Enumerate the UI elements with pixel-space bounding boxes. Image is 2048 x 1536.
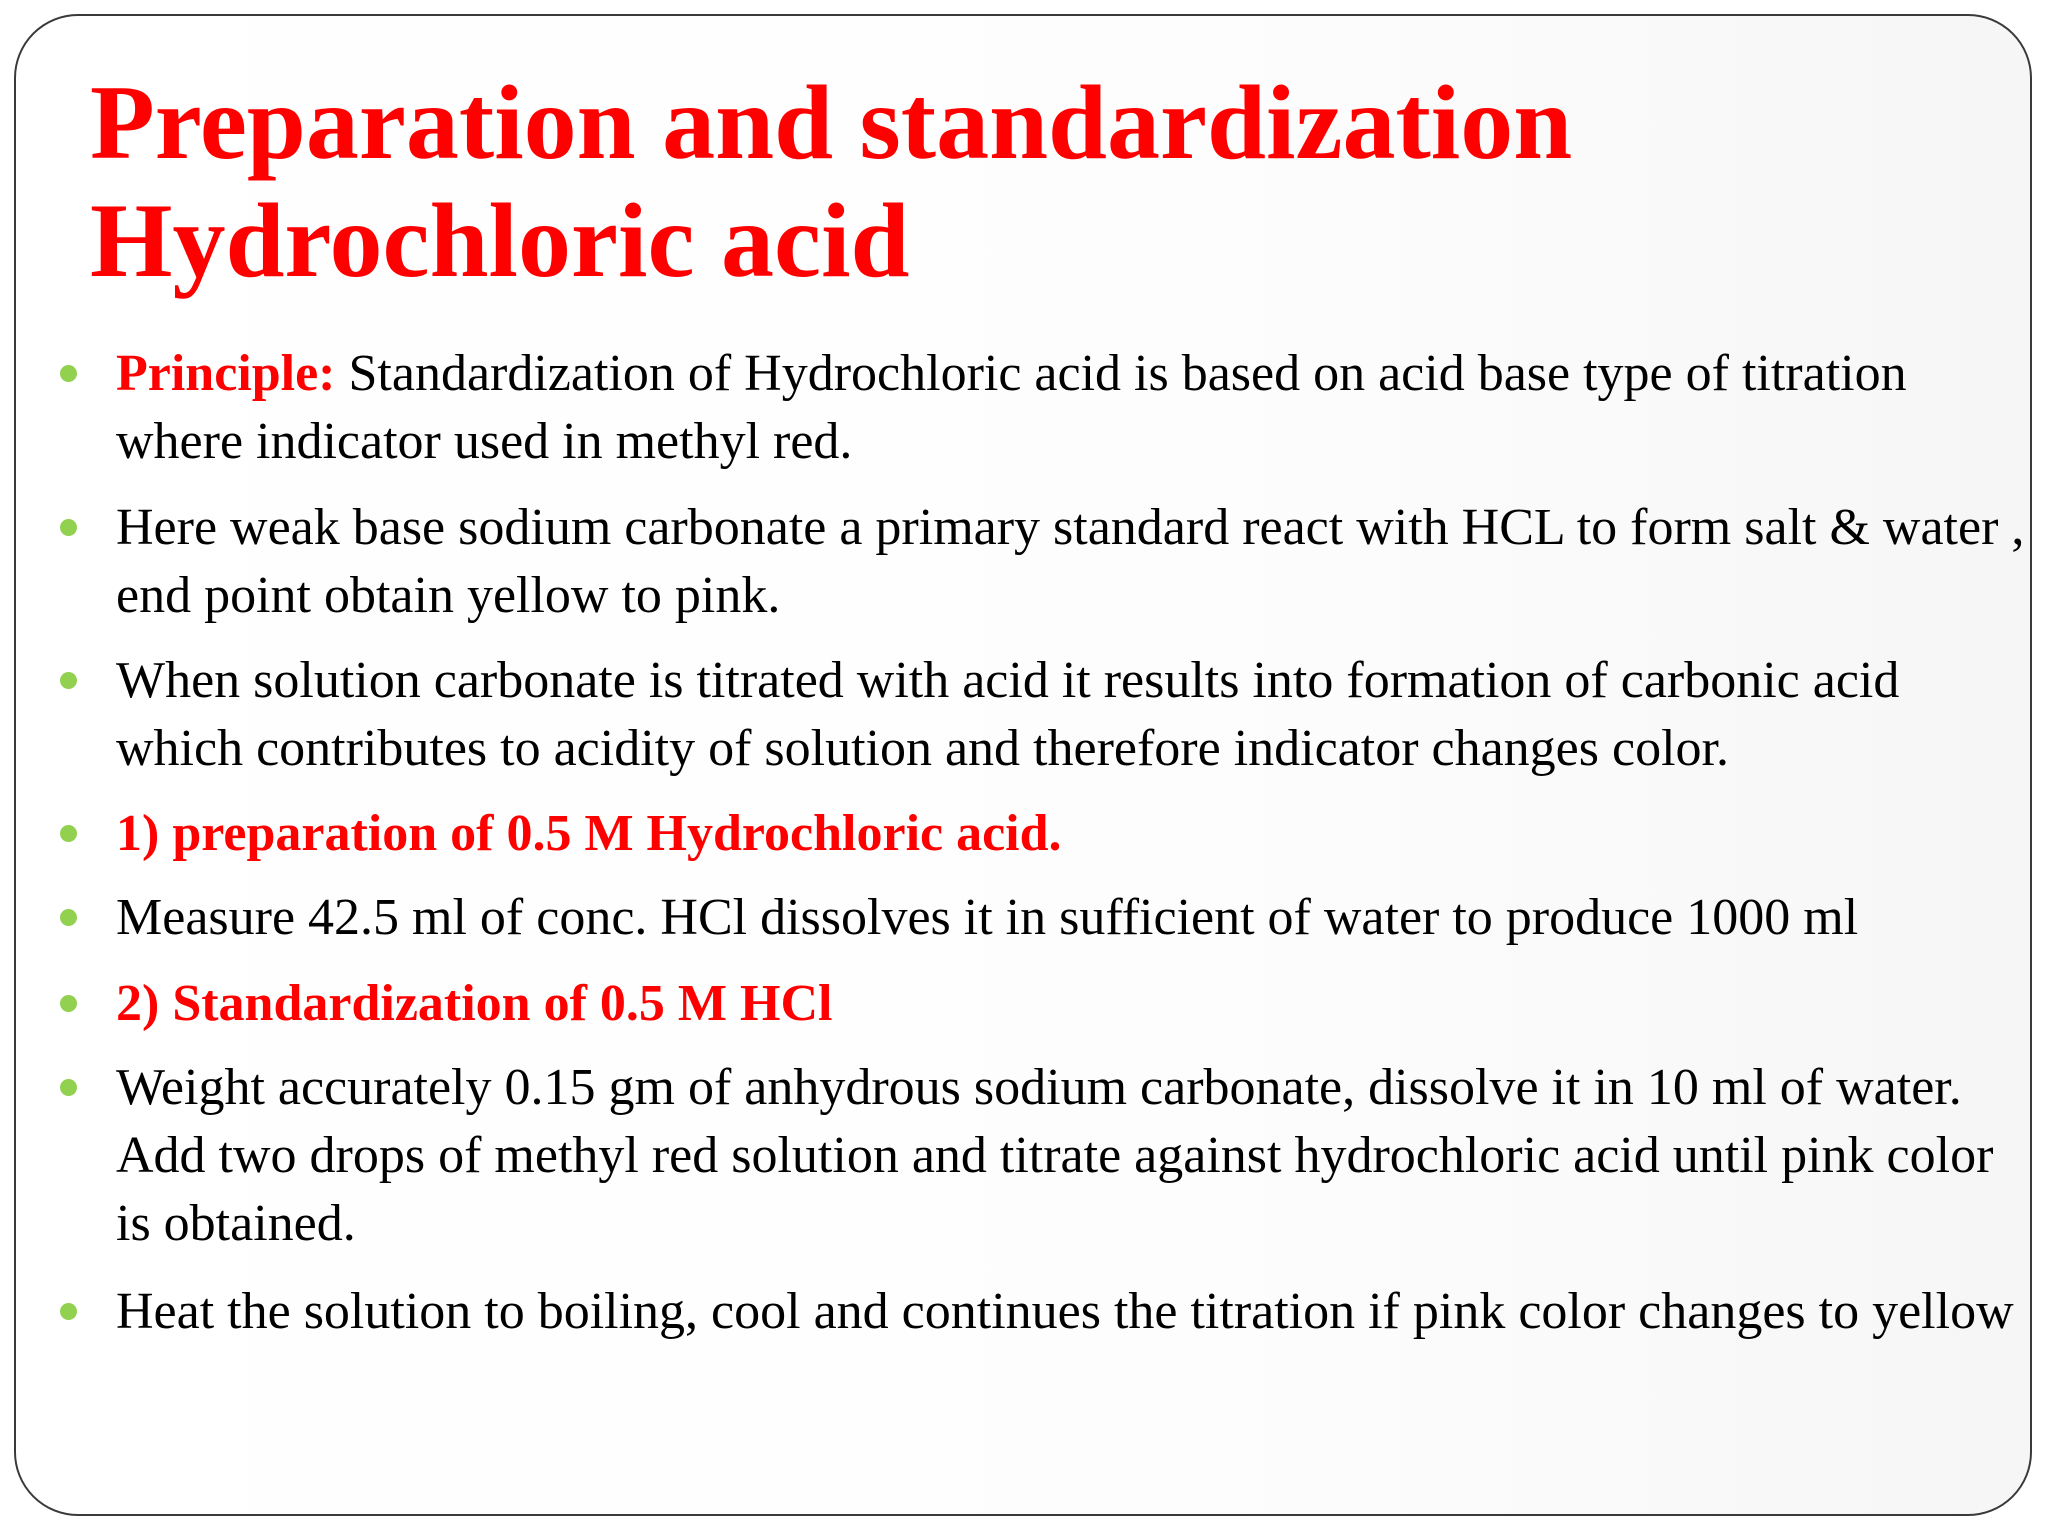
principle-text: Standardization of Hydrochloric acid is based on acid base type of titration where indicator used in methyl red. bbox=[116, 345, 1907, 470]
bullet-dot-icon bbox=[60, 672, 77, 689]
bullet-heat bbox=[116, 1278, 2026, 1346]
bullet-dot-icon bbox=[60, 1079, 77, 1096]
bullet-measure bbox=[116, 884, 2026, 952]
slide-title-line-2: Hydrochloric acid bbox=[90, 182, 910, 299]
bullet-text: Here weak base sodium carbonate a primary standard react with HCL to form salt & water , end point obtain yellow to pink. bbox=[116, 499, 2025, 624]
bullet-text: Measure 42.5 ml of conc. HCl dissolves it in sufficient of water to produce 1000 ml bbox=[116, 889, 1859, 946]
bullet-dot-icon bbox=[60, 365, 77, 382]
bullet-text: 1) preparation of 0.5 M Hydrochloric acid. bbox=[116, 805, 1062, 862]
bullet-weight bbox=[116, 1054, 2026, 1258]
bullet-heading-standardization bbox=[116, 970, 2026, 1038]
slide-title bbox=[90, 64, 1990, 300]
bullet-dot-icon bbox=[60, 1303, 77, 1320]
bullet-heading-preparation bbox=[116, 800, 2026, 868]
bullet-principle bbox=[116, 340, 2026, 476]
bullet-reaction bbox=[116, 494, 2026, 630]
bullet-text: When solution carbonate is titrated with acid it results into formation of carbonic acid which contributes to acidity of solution and therefore indicator changes color. bbox=[116, 652, 1900, 777]
bullet-dot-icon bbox=[60, 995, 77, 1012]
bullet-dot-icon bbox=[60, 825, 77, 842]
bullet-text: 2) Standardization of 0.5 M HCl bbox=[116, 975, 833, 1032]
bullet-dot-icon bbox=[60, 519, 77, 536]
principle-label: Principle: bbox=[116, 345, 336, 402]
bullet-carbonic-acid bbox=[116, 647, 2026, 783]
bullet-text: Weight accurately 0.15 gm of anhydrous sodium carbonate, dissolve it in 10 ml of water. Add two drops of methyl red solution and titrate against hydrochloric acid until pink color is obtained. bbox=[116, 1059, 1994, 1252]
slide-title-line-1: Preparation and standardization bbox=[90, 64, 1573, 181]
bullet-text: Heat the solution to boiling, cool and continues the titration if pink color changes to yellow bbox=[116, 1283, 2014, 1340]
bullet-dot-icon bbox=[60, 909, 77, 926]
